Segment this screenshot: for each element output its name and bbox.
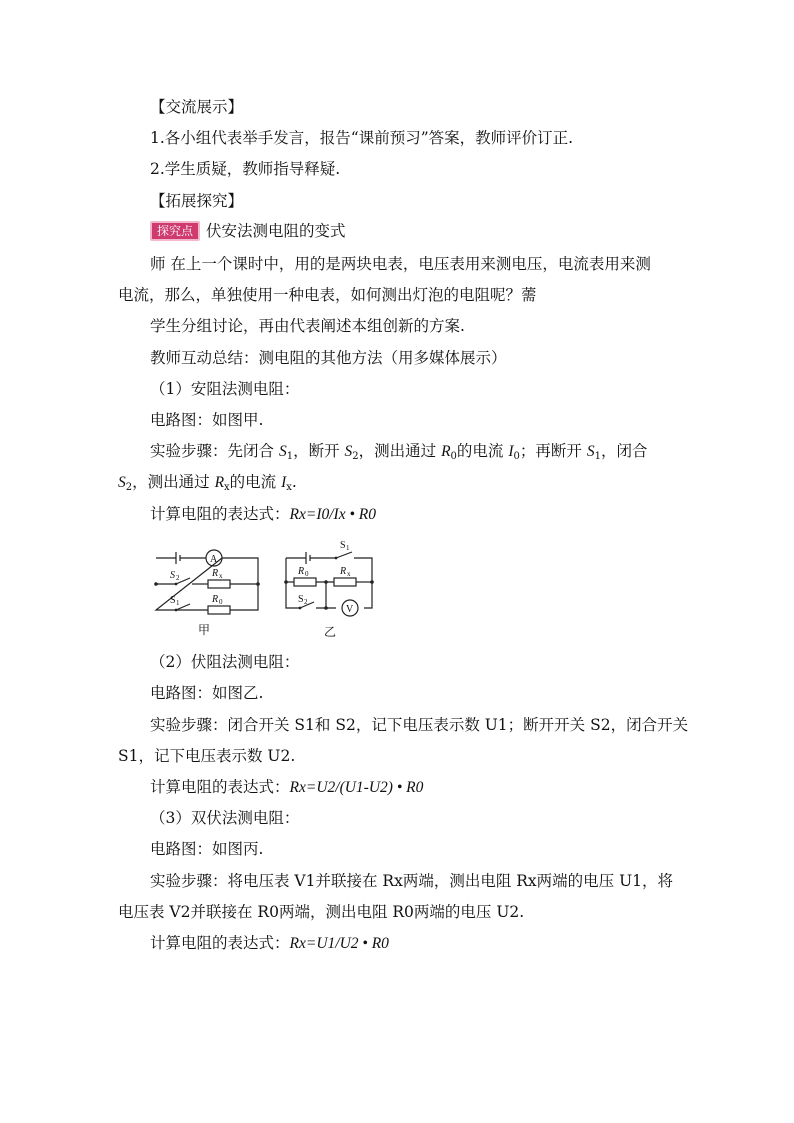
- svg-text:S: S: [298, 594, 304, 605]
- method1-steps-line-1: 实验步骤：先闭合 $S_1$，断开 $S_2$，测出通过 $R_0$的电流 $I_0$；再断开 $S_1$，闭合: [150, 442, 648, 462]
- svg-text:x: x: [347, 570, 351, 578]
- exchange-item-2: 2.学生质疑，教师指导释疑.: [150, 160, 341, 178]
- method2-formula: 计算电阻的表达式：Rx=U2/(U1-U2) • R0: [150, 778, 424, 796]
- method1-steps-line-2: $S_2$，测出通过 $R_x$的电流 $I_x$.: [118, 473, 297, 493]
- svg-text:2: 2: [176, 574, 180, 582]
- svg-text:R: R: [340, 566, 347, 577]
- method3-formula: 计算电阻的表达式：Rx=U1/U2 • R0: [150, 934, 389, 952]
- svg-text:0: 0: [219, 598, 223, 606]
- inquiry-point-tag: 探究点: [150, 221, 200, 241]
- exchange-heading: 【交流展示】: [150, 98, 244, 116]
- teacher-text-line-2: 电流，那么，单独使用一种电表，如何测出灯泡的电阻呢？薷: [118, 286, 537, 304]
- svg-text:R: R: [298, 566, 305, 577]
- svg-text:S: S: [170, 570, 175, 581]
- circuit-yi: [286, 552, 372, 616]
- ammeter-label: A: [210, 554, 218, 565]
- svg-text:R: R: [212, 568, 219, 579]
- method1-title: （1）安阻法测电阻：: [150, 380, 300, 398]
- teacher-summary: 教师互动总结：测电阻的其他方法（用多媒体展示）: [150, 349, 507, 367]
- voltmeter-label: V: [346, 604, 354, 615]
- method1-formula: 计算电阻的表达式：Rx=I0/Ix • R0: [150, 505, 376, 523]
- method2-title: （2）伏阻法测电阻：: [150, 653, 300, 671]
- method2-steps-line-1: 实验步骤：闭合开关 S1和 S2，记下电压表示数 U1；断开开关 S2，闭合开关: [150, 716, 689, 734]
- svg-text:2: 2: [304, 598, 308, 606]
- inquiry-point-title: 伏安法测电阻的变式: [206, 222, 346, 240]
- svg-text:R: R: [212, 594, 219, 605]
- method2-formula-expression: Rx=U2/(U1-U2) • R0: [289, 779, 424, 796]
- method3-formula-expression: Rx=U1/U2 • R0: [289, 935, 389, 952]
- exchange-item-1: 1.各小组代表举手发言，报告“课前预习”答案，教师评价订正.: [150, 129, 574, 147]
- teacher-text-line-1: 师 在上一个课时中，用的是两块电表，电压表用来测电压，电流表用来测: [150, 255, 651, 273]
- method2-steps-line-2: S1，记下电压表示数 U2.: [118, 747, 296, 765]
- method3-title: （3）双伏法测电阻：: [150, 809, 300, 827]
- svg-text:S: S: [170, 595, 176, 606]
- method1-circuit: 电路图：如图甲.: [150, 411, 264, 429]
- method3-circuit: 电路图：如图丙.: [150, 840, 264, 858]
- svg-text:1: 1: [346, 544, 350, 552]
- svg-text:S: S: [340, 540, 346, 551]
- method1-formula-expression: Rx=I0/Ix • R0: [289, 506, 376, 523]
- svg-text:x: x: [219, 572, 223, 580]
- inquiry-point: [150, 221, 346, 241]
- method2-circuit: 电路图：如图乙.: [150, 684, 264, 702]
- method3-steps-line-1: 实验步骤：将电压表 V1并联接在 Rx两端，测出电阻 Rx两端的电压 U1，将: [150, 872, 674, 890]
- figure-label-jia: 甲: [198, 623, 211, 637]
- extend-heading: 【拓展探究】: [150, 192, 244, 210]
- circuit-figures: [140, 538, 400, 642]
- figure-label-yi: 乙: [324, 625, 337, 639]
- svg-text:0: 0: [305, 570, 309, 578]
- svg-text:1: 1: [176, 599, 180, 607]
- students-discussion: 学生分组讨论，再由代表阐述本组创新的方案.: [150, 317, 465, 335]
- method3-steps-line-2: 电压表 V2并联接在 R0两端，测出电阻 R0两端的电压 U2.: [118, 903, 525, 921]
